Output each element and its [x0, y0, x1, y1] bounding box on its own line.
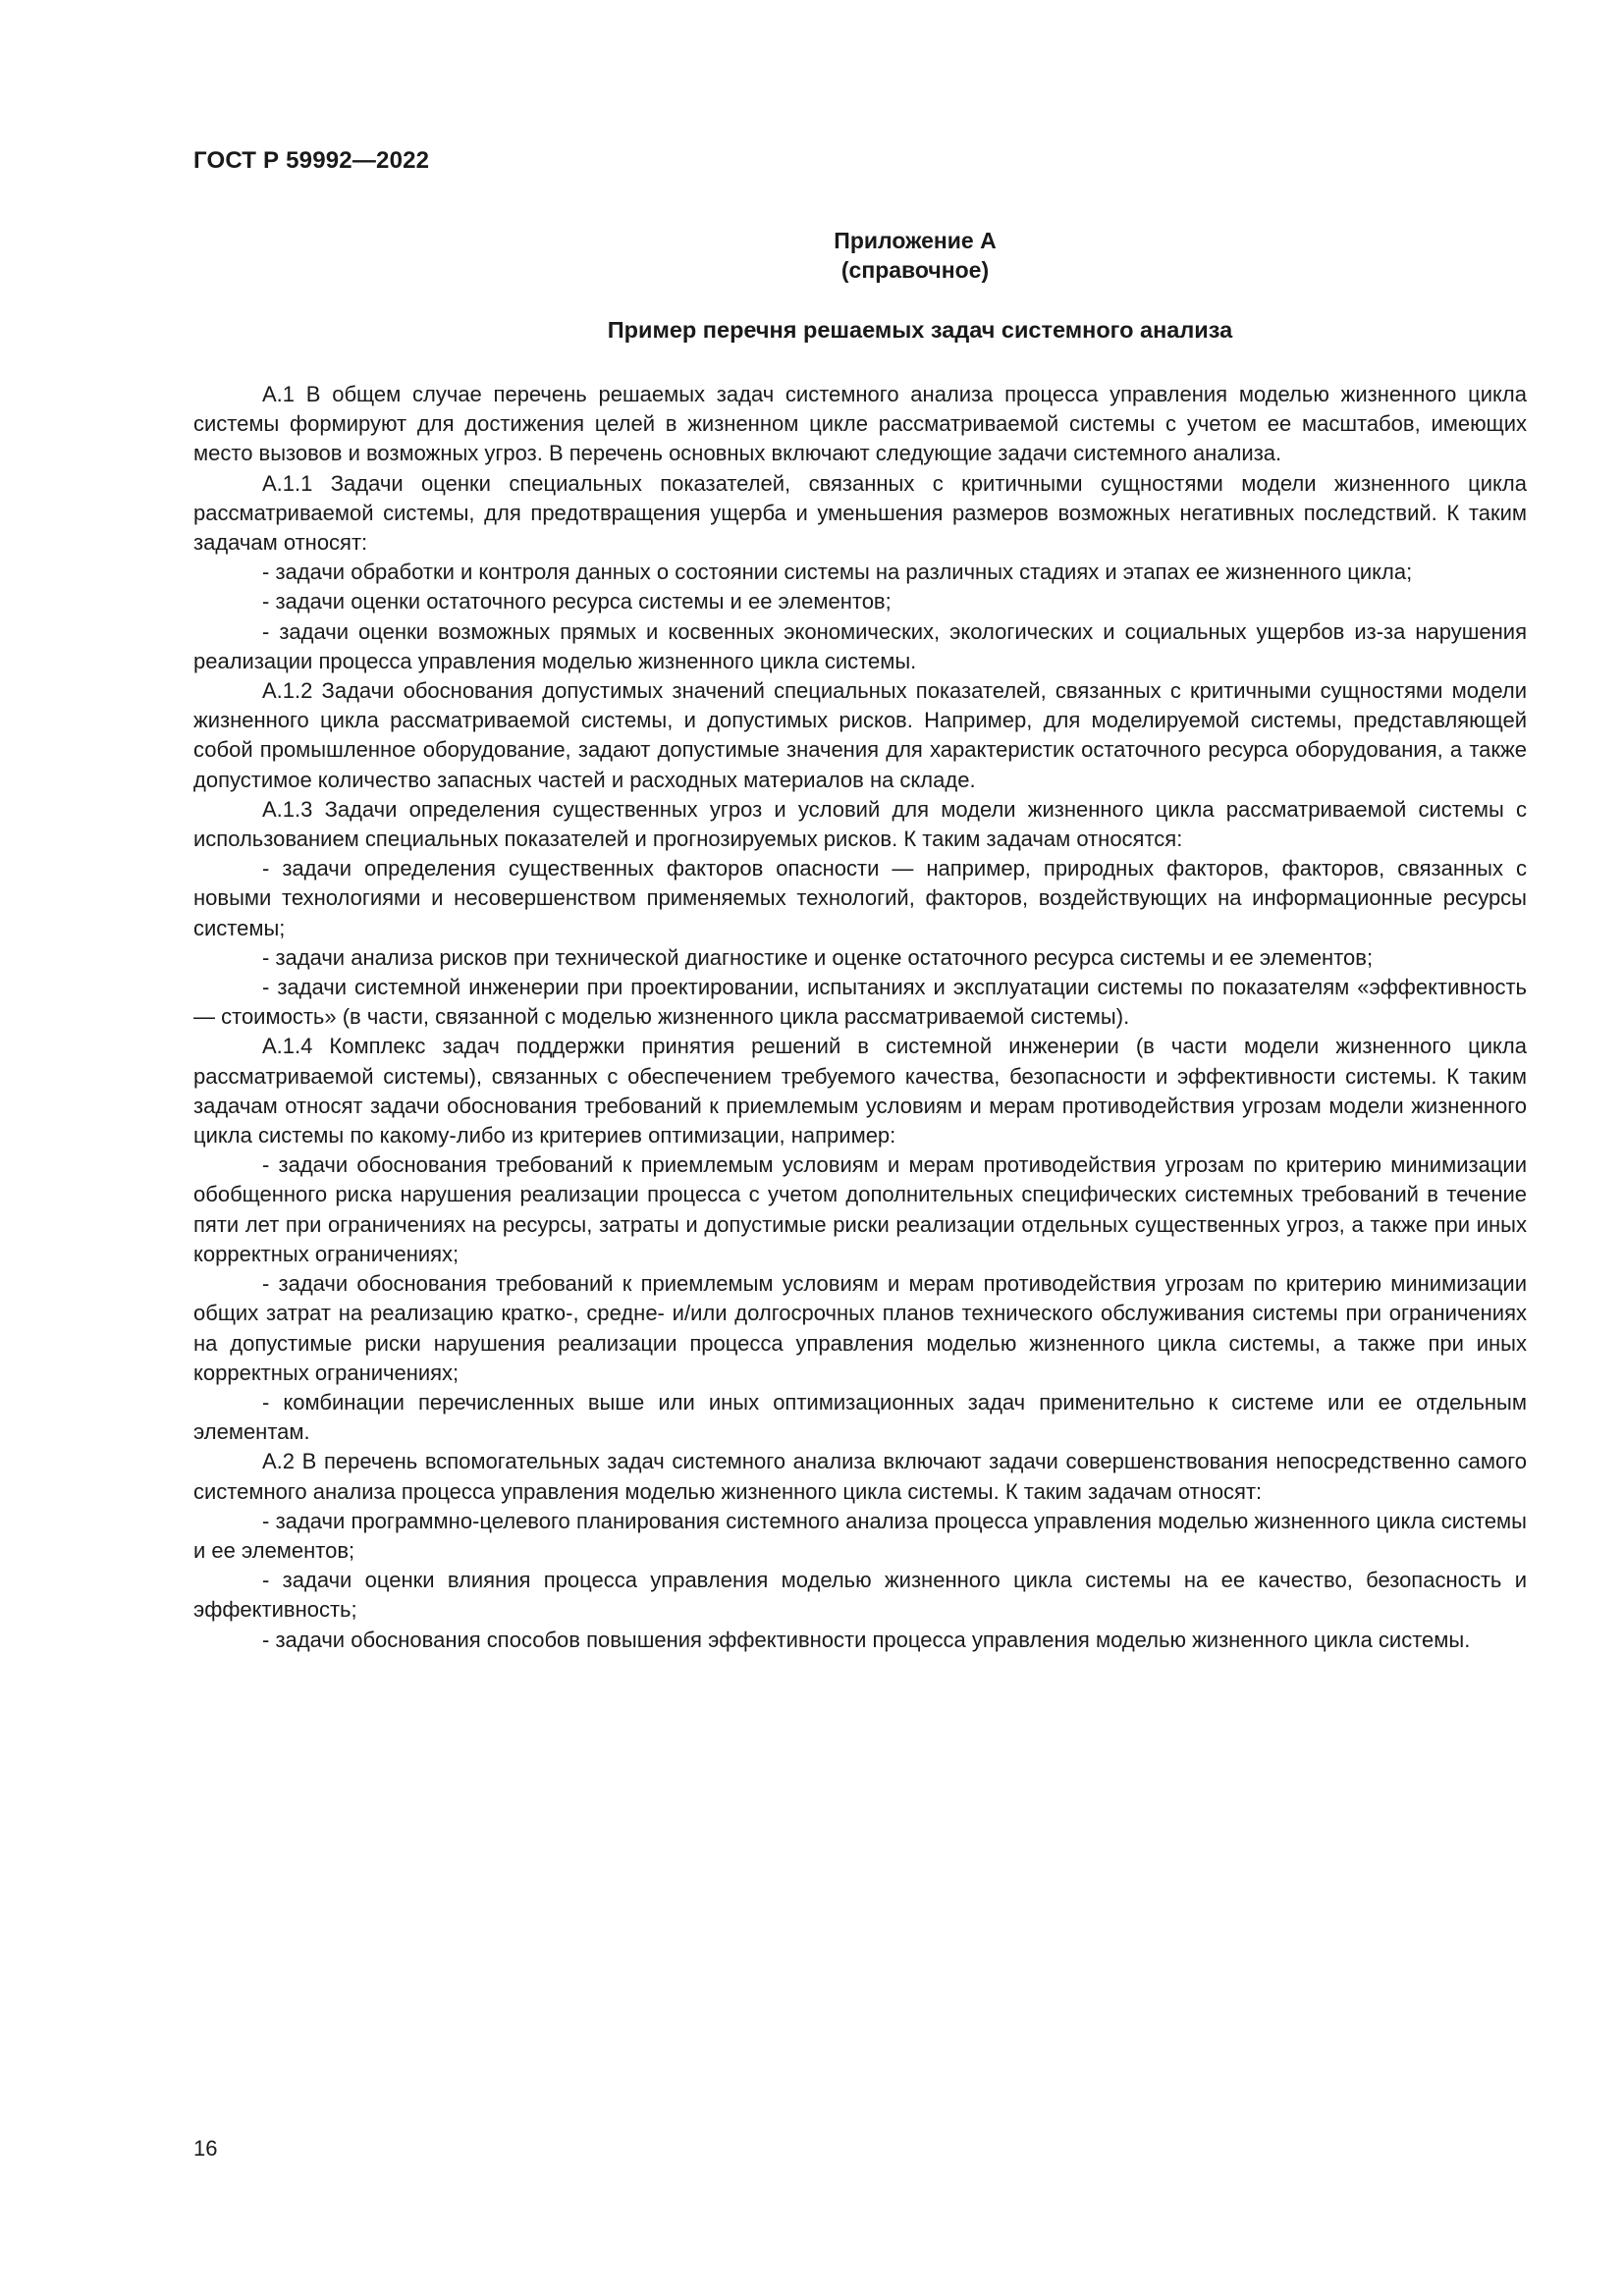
list-item: - задачи определения существенных факторов опасности — например, природных факторов, факторов, связанных с новыми технологиями и несовершенством применяемых технологий, факторов, воздействующих на информационные ресурсы системы; — [193, 856, 1527, 940]
annex-type: (справочное) — [840, 257, 990, 283]
annex-heading — [0, 226, 1624, 285]
list-item: - задачи анализа рисков при технической диагностике и оценке остаточного ресурса системы и ее элементов; — [262, 944, 1374, 970]
paragraph: А.1.3 Задачи определения существенных угроз и условий для модели жизненного цикла рассматриваемой системы с использованием специальных показателей и прогнозируемых рисков. К таким задачам относятся: — [193, 796, 1527, 852]
list-item: - задачи оценки влияния процесса управления моделью жизненного цикла системы на ее качество, безопасность и эффективность; — [193, 1568, 1527, 1623]
list-item: - комбинации перечисленных выше или иных оптимизационных задач применительно к системе или ее отдельным элементам. — [193, 1389, 1527, 1445]
list-item: - задачи оценки возможных прямых и косвенных экономических, экологических и социальных ущербов из-за нарушения реализации процесса управления моделью жизненного цикла системы. — [193, 618, 1527, 673]
list-item: - задачи обоснования способов повышения эффективности процесса управления моделью жизненного цикла системы. — [262, 1627, 1471, 1652]
paragraph: А.1.2 Задачи обоснования допустимых значений специальных показателей, связанных с критичными сущностями модели жизненного цикла рассматриваемой системы, и допустимых рисков. Например, для моделируемой системы, представляющей собой промышленное оборудование, задают допустимые значения для характеристик остаточного ресурса оборудования, а также допустимое количество запасных частей и расходных материалов на складе. — [193, 678, 1527, 792]
list-item: - задачи системной инженерии при проектировании, испытаниях и эксплуатации системы по показателям «эффективность — стоимость» (в части, связанной с моделью жизненного цикла рассматриваемой системы). — [193, 975, 1527, 1030]
annex-title-wrap — [0, 317, 1624, 344]
annex-title: Пример перечня решаемых задач системного анализа — [607, 317, 1233, 343]
body-text — [193, 380, 1527, 1655]
list-item: - задачи обоснования требований к приемлемым условиям и мерам противодействия угрозам по критерию минимизации общих затрат на реализацию кратко-, средне- и/или долгосрочных планов технического обслуживания системы при ограничениях на допустимые риски нарушения реализации процесса управления моделью жизненного цикла системы, а также при иных корректных ограничениях; — [193, 1271, 1527, 1385]
annex-label: Приложение А — [834, 228, 997, 253]
paragraph: А.2 В перечень вспомогательных задач системного анализа включают задачи совершенствования непосредственно самого системного анализа процесса управления моделью жизненного цикла системы. К таким задачам относят: — [193, 1449, 1527, 1504]
list-item: - задачи обработки и контроля данных о состоянии системы на различных стадиях и этапах ее жизненного цикла; — [262, 560, 1413, 585]
list-item: - задачи программно-целевого планирования системного анализа процесса управления моделью жизненного цикла системы и ее элементов; — [193, 1508, 1527, 1563]
page-number: 16 — [193, 2136, 218, 2161]
paragraph: А.1.1 Задачи оценки специальных показателей, связанных с критичными сущностями модели жизненного цикла рассматриваемой системы, для предотвращения ущерба и уменьшения размеров возможных негативных последствий. К таким задачам относят: — [193, 470, 1527, 556]
list-item: - задачи оценки остаточного ресурса системы и ее элементов; — [262, 589, 892, 614]
paragraph: А.1 В общем случае перечень решаемых задач системного анализа процесса управления моделью жизненного цикла системы формируют для достижения целей в жизненном цикле рассматриваемой системы с учетом ее масштабов, имеющих место вызовов и возможных угроз. В перечень основных включают следующие задачи системного анализа. — [193, 382, 1527, 466]
paragraph: А.1.4 Комплекс задач поддержки принятия решений в системной инженерии (в части модели жизненного цикла рассматриваемой системы), связанных с обеспечением требуемого качества, безопасности и эффективности системы. К таким задачам относят задачи обоснования требований к приемлемым условиям и мерам противодействия угрозам модели жизненного цикла системы по какому-либо из критериев оптимизации, например: — [193, 1034, 1527, 1148]
standard-header: ГОСТ Р 59992—2022 — [193, 147, 430, 174]
list-item: - задачи обоснования требований к приемлемым условиям и мерам противодействия угрозам по критерию минимизации обобщенного риска нарушения реализации процесса с учетом дополнительных специфических системных требований в течение пяти лет при ограничениях на ресурсы, затраты и допустимые риски реализации отдельных существенных угроз, а также при иных корректных ограничениях; — [193, 1152, 1527, 1266]
